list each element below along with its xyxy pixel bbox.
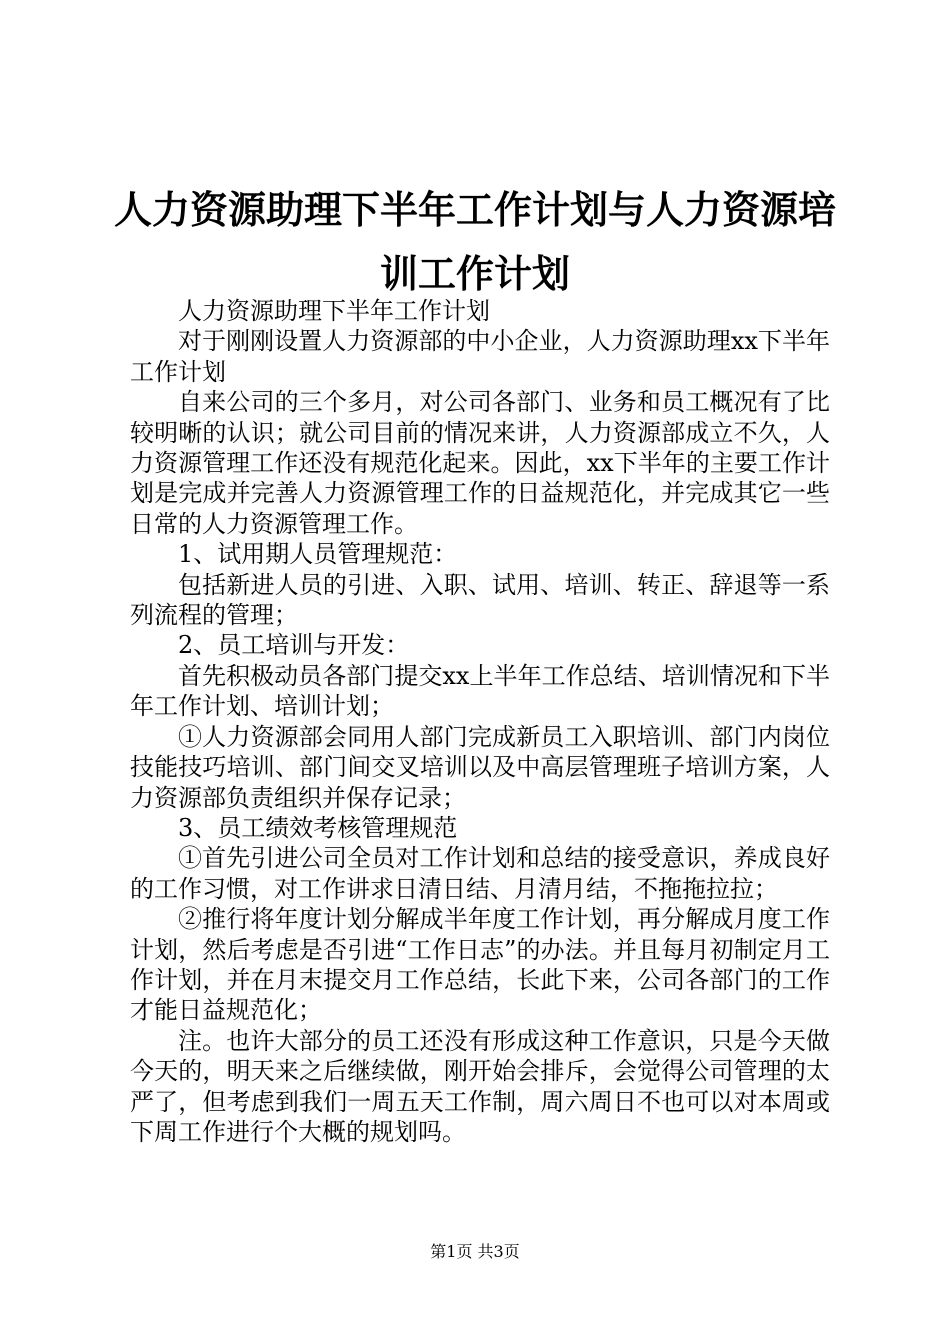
body-paragraph: 对于刚刚设置人力资源部的中小企业，人力资源助理xx下半年工作计划 [130, 327, 830, 386]
body-paragraph: 包括新进人员的引进、入职、试用、培训、转正、辞退等一系列流程的管理； [130, 570, 830, 630]
page-number-footer: 第1页 共3页 [430, 1242, 520, 1261]
body-paragraph: ①人力资源部会同用人部门完成新员工入职培训、部门内岗位技能技巧培训、部门间交叉培训以及中高层管理班子培训方案，人力资源部负责组织并保存记录； [130, 722, 830, 812]
section-heading: 人力资源助理下半年工作计划 [178, 297, 490, 325]
list-item-heading: 3、员工绩效考核管理规范 [178, 813, 458, 842]
list-item-heading: 2、员工培训与开发： [178, 631, 410, 660]
document-title: 人力资源助理下半年工作计划与人力资源培训工作计划 [113, 188, 836, 296]
body-paragraph: ②推行将年度计划分解成半年度工作计划，再分解成月度工作计划，然后考虑是否引进“工作日志”的办法。并且每月初制定月工作计划，并在月末提交月工作总结，长此下来，公司各部门的工作才能日益规范化； [130, 905, 830, 1025]
list-item-heading: 1、试用期人员管理规范： [178, 540, 458, 569]
body-paragraph: 自来公司的三个多月，对公司各部门、业务和员工概况有了比较明晰的认识；就公司目前的情况来讲，人力资源部成立不久，人力资源管理工作还没有规范化起来。因此，xx下半年的主要工作计划是完成并完善人力资源管理工作的日益规范化，并完成其它一些日常的人力资源管理工作。 [130, 388, 830, 538]
body-paragraph: 注。也许大部分的员工还没有形成这种工作意识，只是今天做今天的，明天来之后继续做，刚开始会排斥，会觉得公司管理的太严了，但考虑到我们一周五天工作制，周六周日不也可以对本周或下周工作进行个大概的规划吗。 [130, 1026, 830, 1146]
document-body [130, 296, 830, 1147]
body-paragraph: 首先积极动员各部门提交xx上半年工作总结、培训情况和下半年工作计划、培训计划； [130, 661, 830, 721]
body-paragraph: ①首先引进公司全员对工作计划和总结的接受意识，养成良好的工作习惯，对工作讲求日清日结、月清月结，不拖拖拉拉； [130, 844, 830, 903]
